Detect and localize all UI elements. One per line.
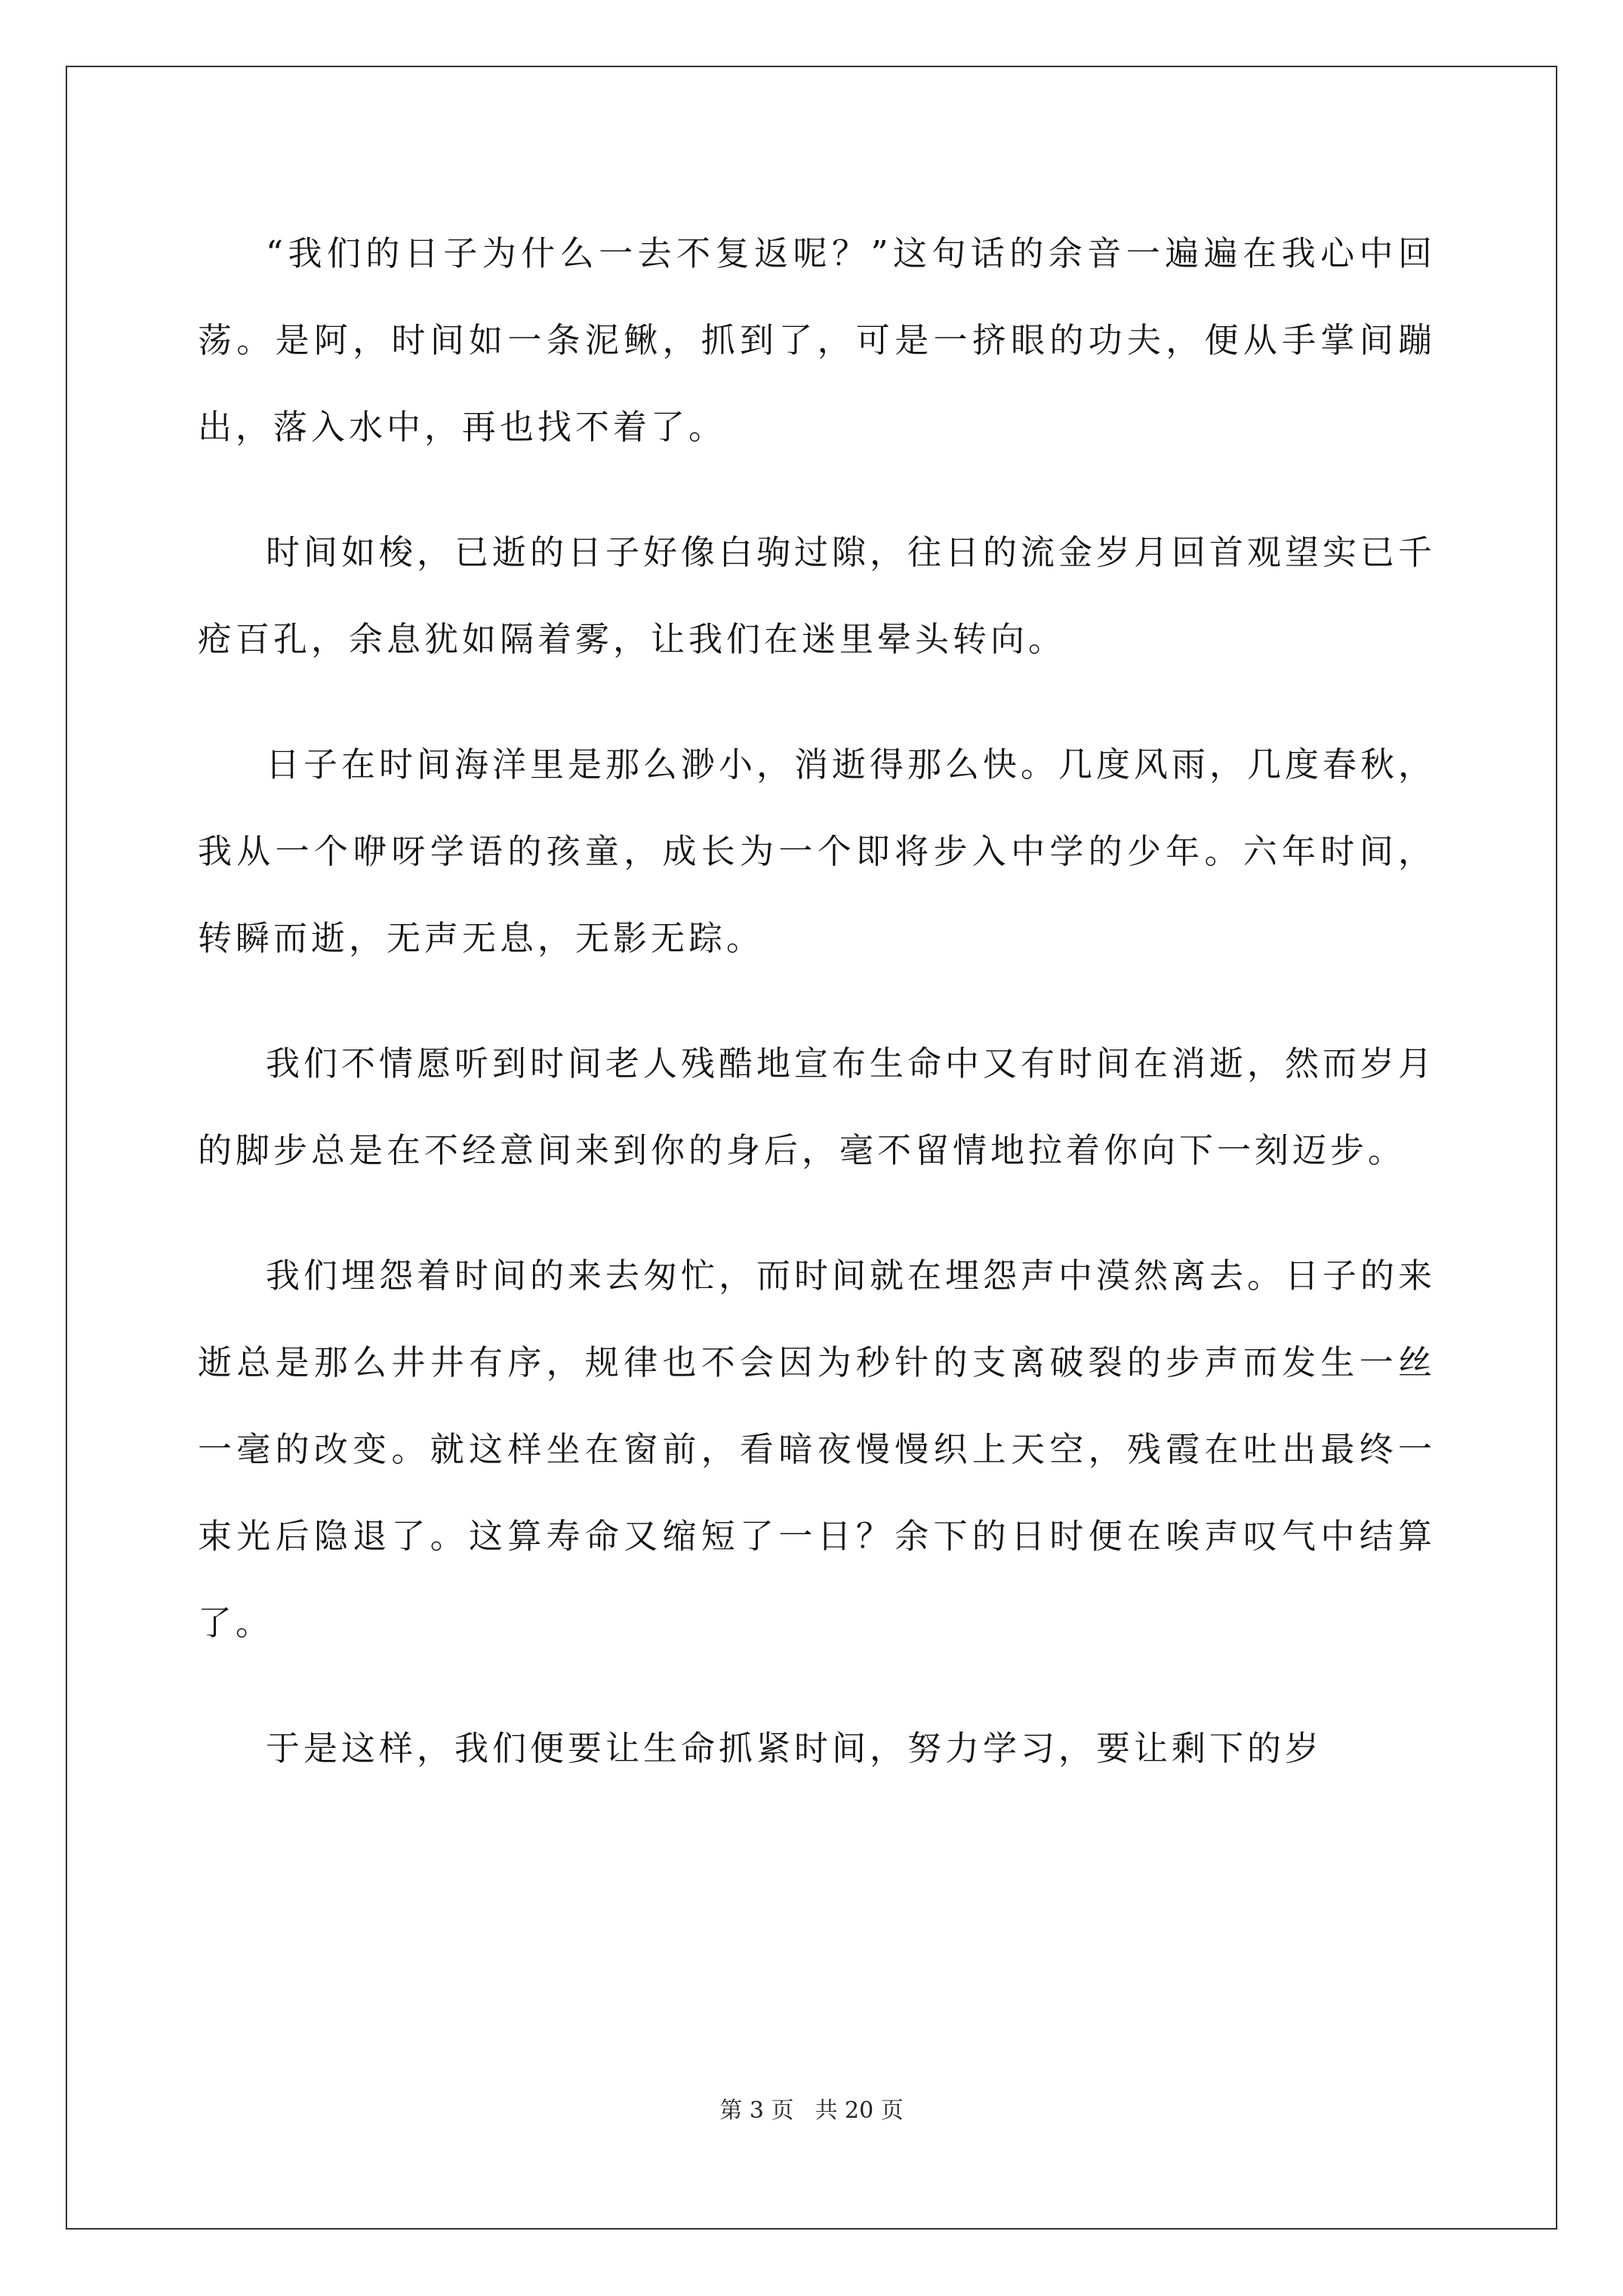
page-footer bbox=[0, 2096, 1623, 2126]
page-number: 第 3 页 bbox=[719, 2097, 794, 2124]
paragraph-2: 时间如梭，已逝的日子好像白驹过隙，往日的流金岁月回首观望实已千疮百孔，余息犹如隔着雾，让我们在迷里晕头转向。 bbox=[198, 532, 1437, 659]
paragraph-1: “我们的日子为什么一去不复返呢？”这句话的余音一遍遍在我心中回荡。是阿，时间如一条泥鳅，抓到了，可是一挤眼的功夫，便从手掌间蹦出，落入水中，再也找不着了。 bbox=[198, 233, 1436, 447]
page-total: 共 20 页 bbox=[815, 2097, 904, 2124]
paragraph-5: 我们埋怨着时间的来去匆忙，而时间就在埋怨声中漠然离去。日子的来逝总是那么井井有序，规律也不会因为秒针的支离破裂的步声而发生一丝一毫的改变。就这样坐在窗前，看暗夜慢慢织上天空，残霞在吐出最终一束光后隐退了。这算寿命又缩短了一日？余下的日时便在唉声叹气中结算了。 bbox=[198, 1256, 1437, 1643]
document-body bbox=[198, 210, 1436, 1830]
paragraph-3: 日子在时间海洋里是那么渺小，消逝得那么快。几度风雨，几度春秋，我从一个咿呀学语的孩童，成长为一个即将步入中学的少年。六年时间，转瞬而逝，无声无息，无影无踪。 bbox=[198, 744, 1437, 958]
paragraph-4: 我们不情愿听到时间老人残酷地宣布生命中又有时间在消逝，然而岁月的脚步总是在不经意间来到你的身后，毫不留情地拉着你向下一刻迈步。 bbox=[198, 1043, 1437, 1170]
paragraph-6: 于是这样，我们便要让生命抓紧时间，努力学习，要让剩下的岁 bbox=[266, 1728, 1323, 1768]
